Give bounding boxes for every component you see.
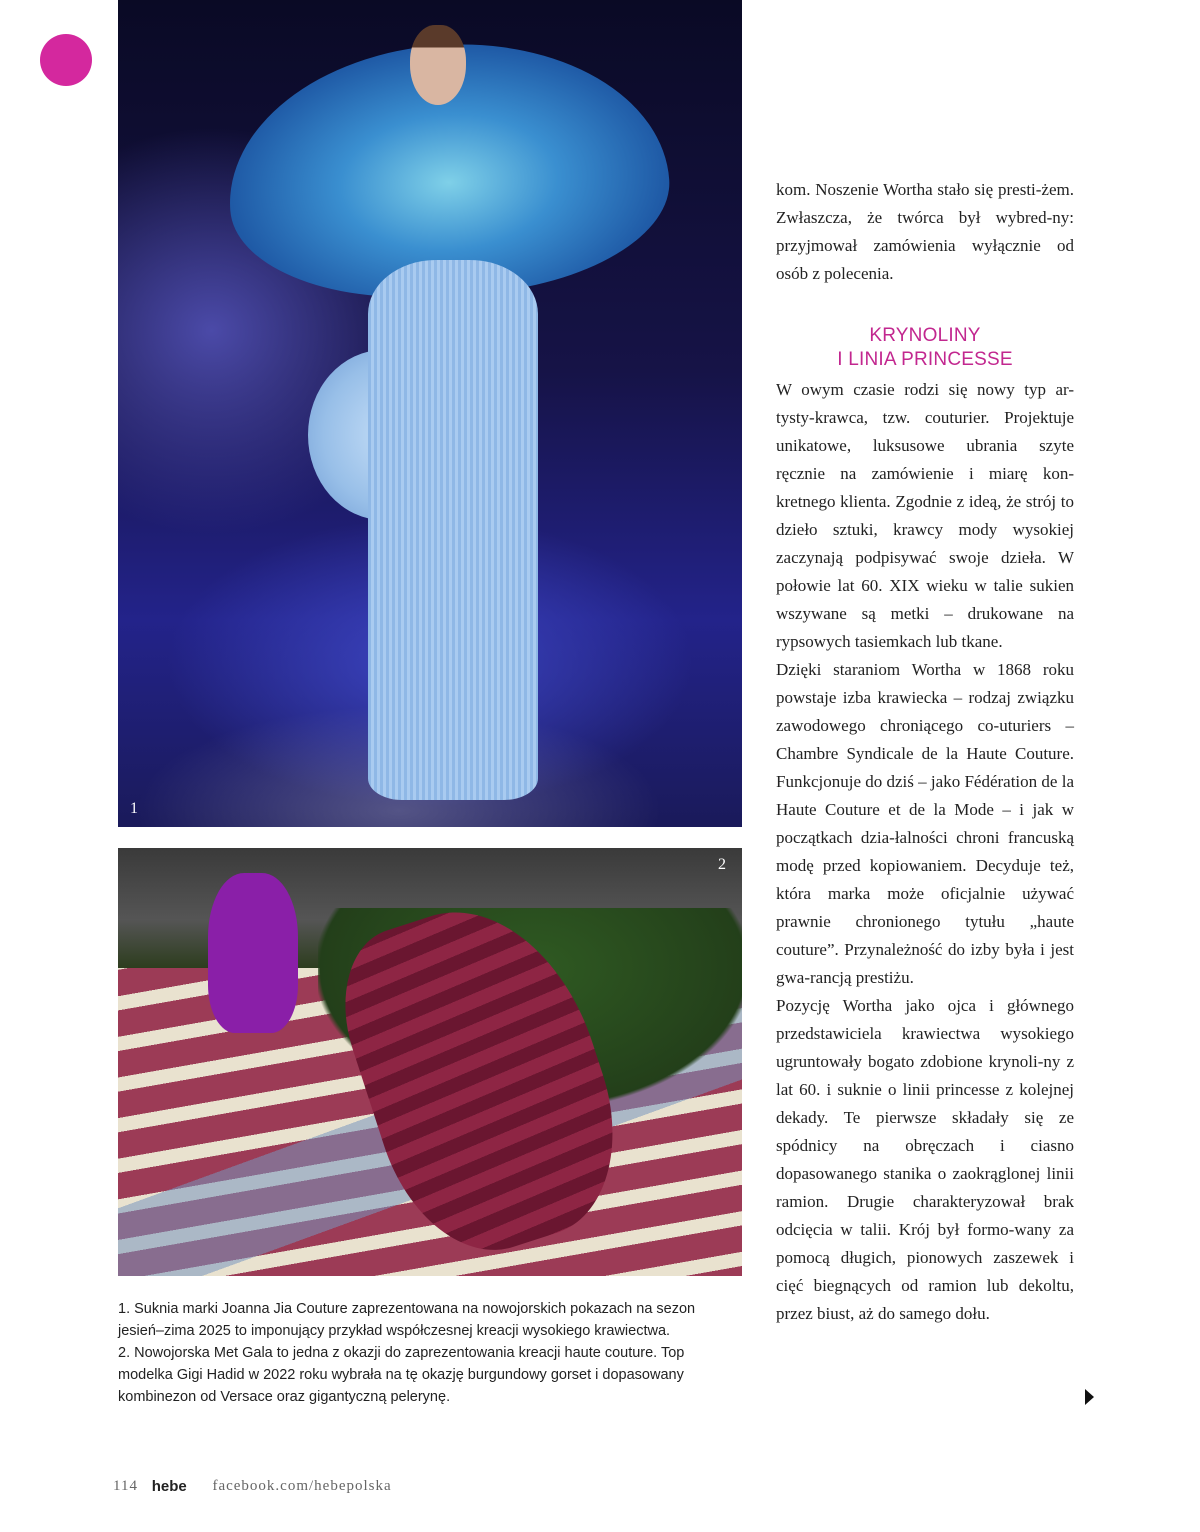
caption-item: 1. Suknia marki Joanna Jia Couture zaprezentowana na nowojorskich pokazach na sezon jesień–zima 2025 to imponujący przykład współczesnej kreacji wysokiego krawiectwa. [118, 1301, 696, 1339]
photo-purple-cape-shape [208, 873, 298, 1033]
photo-gown-shape [368, 260, 538, 800]
section-heading-line-1: KRYNOLINY [869, 325, 981, 346]
arrow-right-icon [1085, 1389, 1094, 1405]
photo-runway-gown [118, 0, 742, 827]
article-intro: kom. Noszenie Wortha stało się presti-żem. Zwłaszcza, że twórca był wybred-ny: przyjmował zamówienia wyłącznie od osób z polecenia. [776, 180, 1074, 283]
page-footer [113, 1478, 392, 1502]
photo-number-1: 1 [130, 800, 138, 817]
article-paragraph: Dzięki staraniom Wortha w 1868 roku powstaje izba krawiecka – rodzaj związku zawodowego chroniącego co-uturiers – Chambre Syndicale de la Haute Couture. Funkcjonuje do dziś – jako Fédération de la Haute Couture et de la Mode – i jak w początkach dzia-łalności chroni francuską modę przed kopiowaniem. Decyduje też, która marka może oficjalnie używać prawnie chronionego tytułu „haute couture”. Przynależność do izby była i jest gwa-rancją prestiżu. [776, 660, 1074, 987]
page-number: 114 [113, 1478, 138, 1495]
article-column [776, 176, 1074, 1328]
section-heading-line-2: I LINIA PRINCESSE [837, 349, 1013, 370]
photo-number-2: 2 [718, 856, 726, 873]
facebook-link[interactable]: facebook.com/hebepolska [212, 1478, 392, 1495]
caption-item: 2. Nowojorska Met Gala to jedna z okazji do zaprezentowania kreacji haute couture. Top modelka Gigi Hadid w 2022 roku wybrała na tę okazję burgundowy gorset i dopasowany kombinezon od Versace oraz gigantyczną pelerynę. [118, 1345, 685, 1405]
photo-head-shape [410, 25, 466, 105]
pink-dot-decoration [40, 34, 92, 86]
photo-caption [118, 1298, 738, 1408]
section-heading [776, 324, 1074, 372]
brand-logo: hebe [151, 1478, 187, 1496]
photo-met-gala [118, 848, 742, 1276]
article-paragraph: W owym czasie rodzi się nowy typ ar-tysty-krawca, tzw. couturier. Projektuje unikatowe, luksusowe ubrania szyte ręcznie na zamówienie i miarę kon-kretnego klienta. Zgodnie z ideą, że strój to dzieło sztuki, krawcy mody wysokiej zaczynają podpisywać swoje dzieła. W połowie lat 60. XIX wieku w talie sukien wszywane są metki – drukowane na rypsowych tasiemkach lub tkane. [776, 380, 1074, 651]
article-paragraph: Pozycję Wortha jako ojca i głównego przedstawiciela krawiectwa wysokiego ugruntowały bogato zdobione krynoli-ny z lat 60. i suknie o linii princesse z kolejnej dekady. Te pierwsze składały się ze spódnicy na obręczach i ciasno dopasowanego stanika o zaokrąglonej linii ramion. Drugie charakteryzował brak odcięcia w talii. Krój był formo-wany za pomocą długich, pionowych zaszewek i cięć biegnących od ramion lub dekoltu, przez biust, aż do samego dołu. [776, 996, 1074, 1323]
